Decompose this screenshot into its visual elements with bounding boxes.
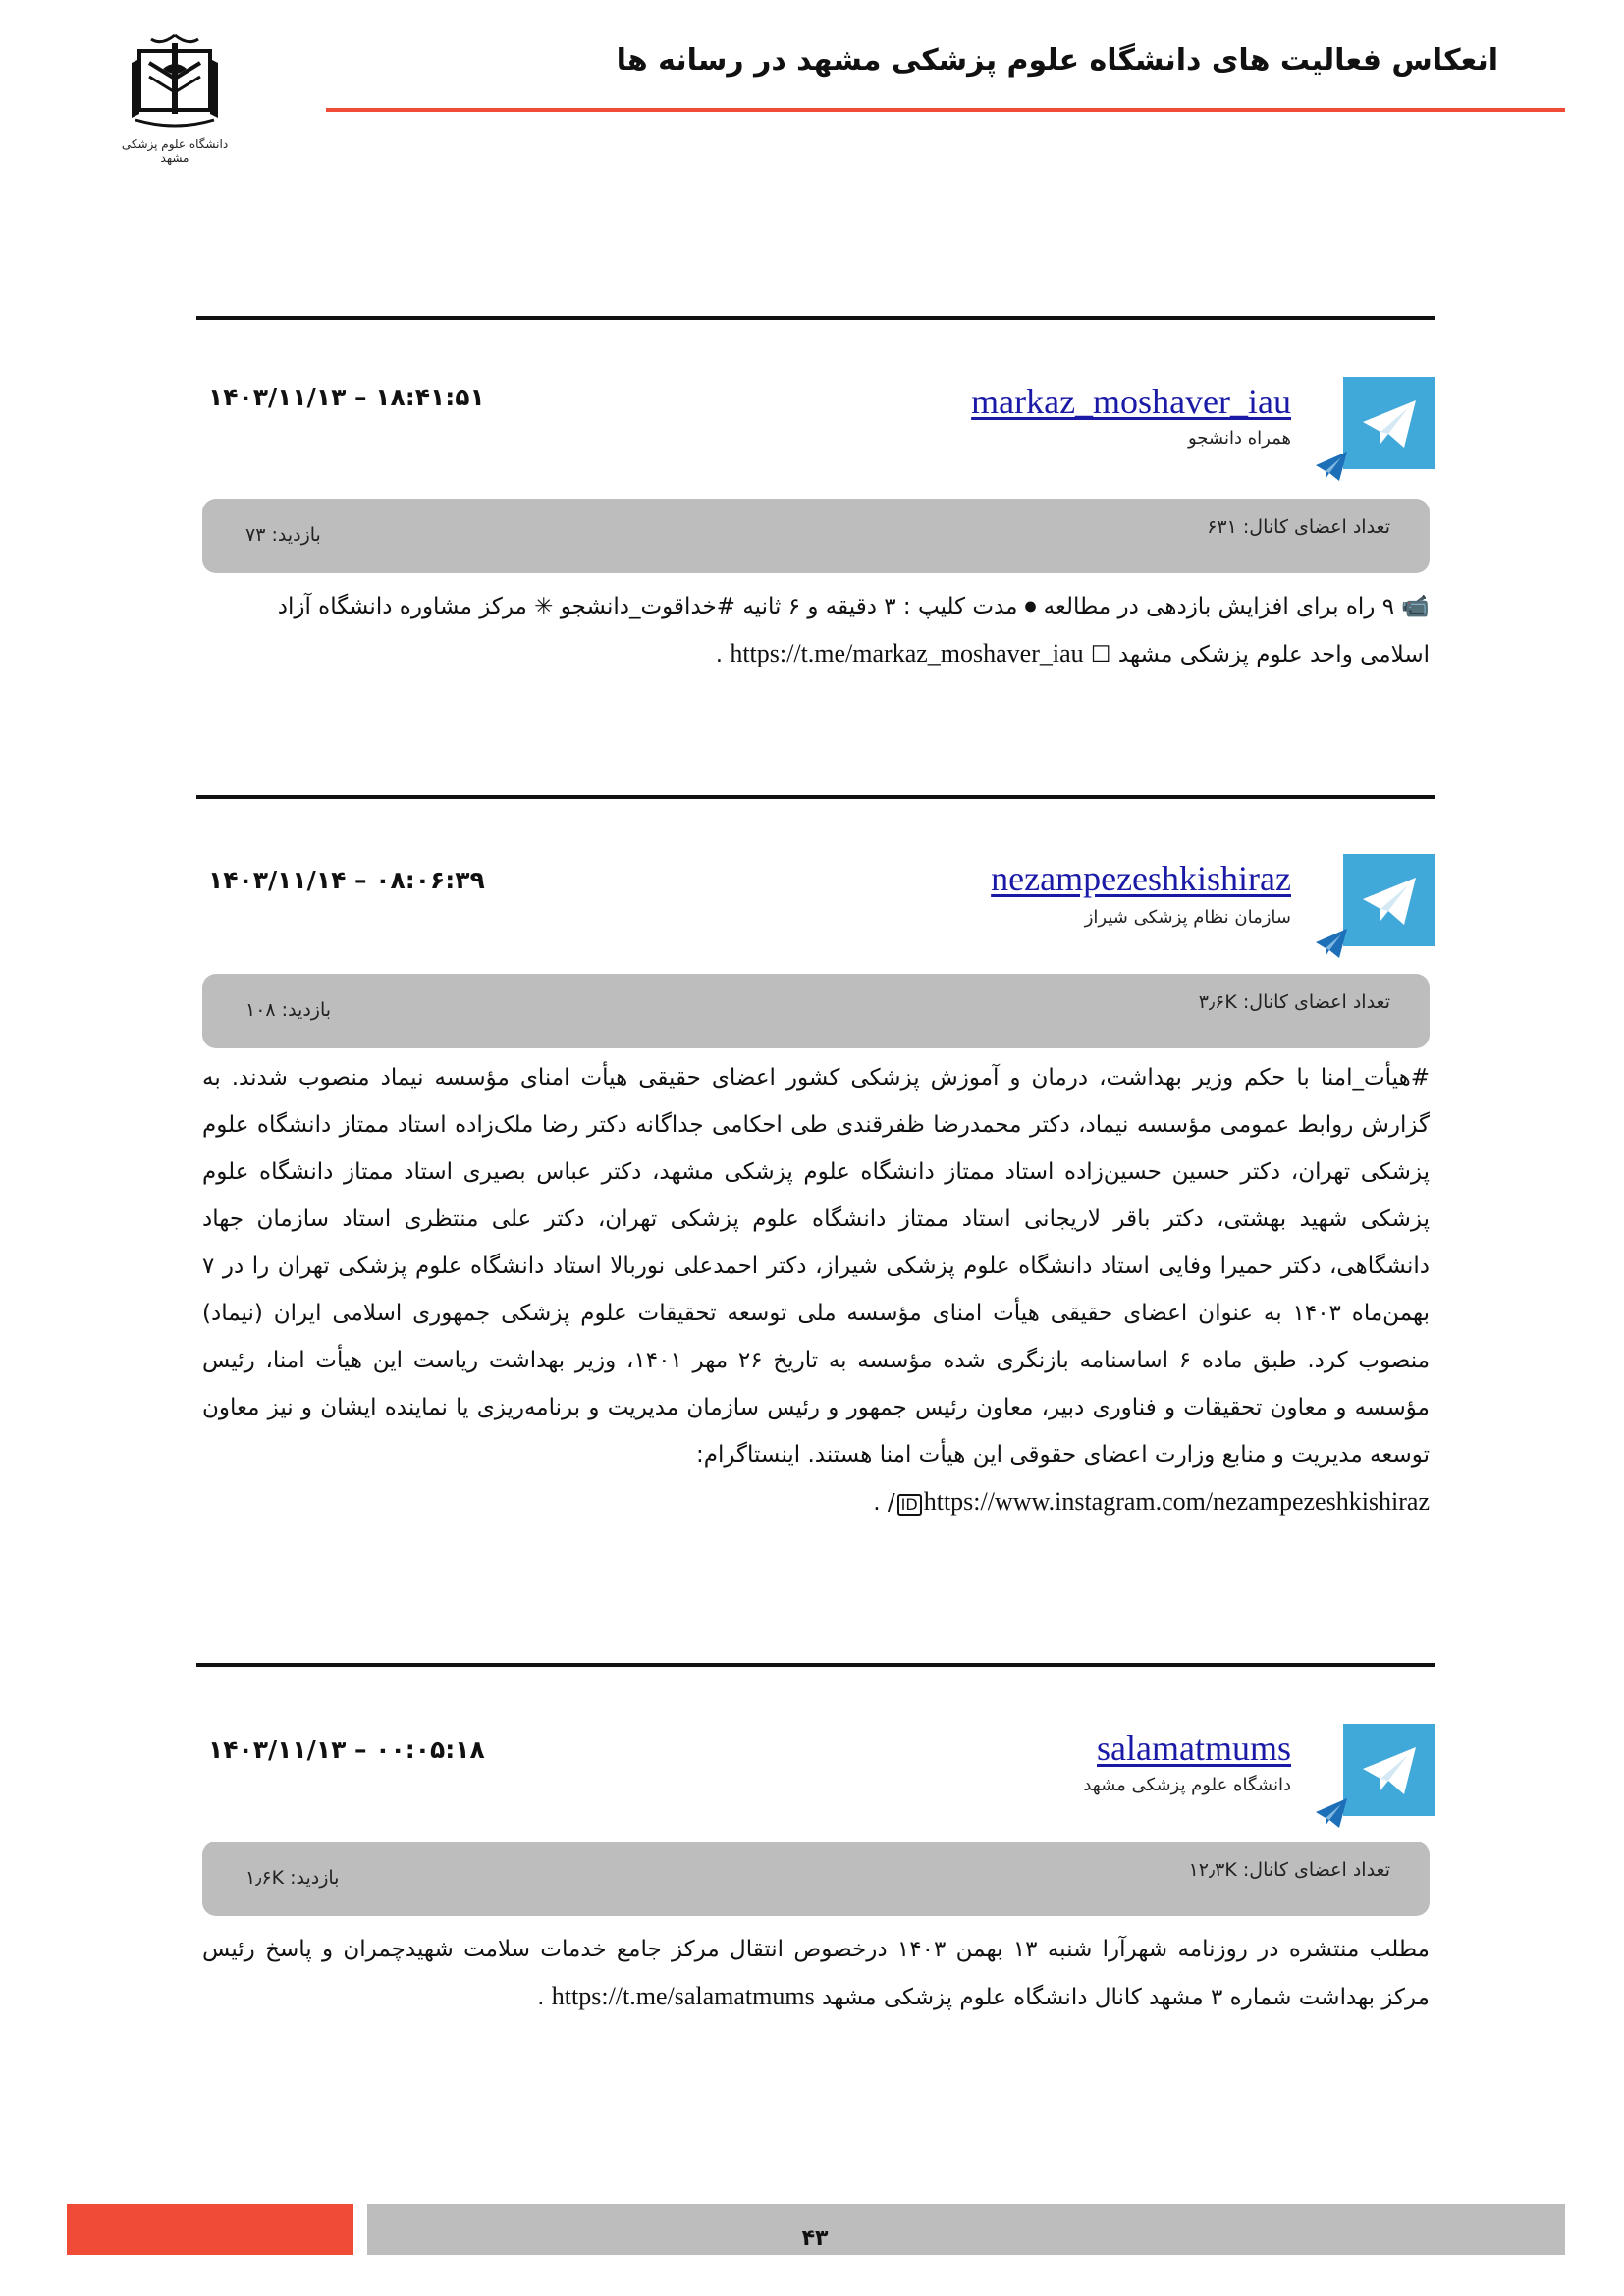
page-number: ۴۳ <box>801 2226 829 2251</box>
post-views-count: بازدید: ۱٫۶K <box>245 1867 340 1889</box>
channel-name: همراه دانشجو <box>1188 428 1291 449</box>
footer-accent-bar <box>67 2204 353 2255</box>
channel-members-count: تعداد اعضای کانال: ۳٫۶K <box>1198 991 1390 1013</box>
logo-caption: دانشگاه علوم پزشکی مشهد <box>121 137 229 165</box>
post-divider <box>196 795 1435 799</box>
channel-stats-bar <box>202 974 1430 1048</box>
channel-name: سازمان نظام پزشکی شیراز <box>1084 907 1291 928</box>
post-datetime: ۱۴۰۳/۱۱/۱۳ – ۰۰:۰۵:۱۸ <box>208 1735 485 1764</box>
telegram-icon <box>1343 377 1435 469</box>
channel-handle-link[interactable]: salamatmums <box>1097 1729 1291 1768</box>
post-datetime: ۱۴۰۳/۱۱/۱۴ – ۰۸:۰۶:۳۹ <box>208 866 485 894</box>
post-body-end: / . <box>873 1490 895 1516</box>
post-body-end: . <box>715 642 731 667</box>
post-body-paragraph: #هیأت_امنا با حکم وزیر بهداشت، درمان و آموزش پزشکی کشور اعضای حقیقی هیأت امنای مؤسسه نیماد منصوب شدند. به گزارش روابط عمومی مؤسسه نیماد، دکتر محمدرضا ظفرقندی طی احکامی جداگانه دکتر رضا ملک‌زاده استاد ممتاز دانشگاه علوم پزشکی تهران، دکتر حسین حسین‌زاده استاد ممتاز دانشگاه علوم پزشکی مشهد، دکتر عباس بصیری استاد ممتاز دانشگاه علوم پزشکی شهید بهشتی، دکتر باقر لاریجانی استاد ممتاز دانشگاه علوم پزشکی تهران، دکتر علی منتظری استاد سازمان جهاد دانشگاهی، دکتر حمیرا وفایی استاد دانشگاه علوم پزشکی شیراز، دکتر احمدعلی نوربالا استاد دانشگاه علوم پزشکی تهران را در ۷ بهمن‌ماه ۱۴۰۳ به عنوان اعضای حقیقی هیأت امنای مؤسسه ملی توسعه تحقیقات علوم پزشکی جمهوری اسلامی ایران (نیماد) منصوب کرد. طبق ماده ۶ اساسنامه بازنگری شده مؤسسه به تاریخ ۲۶ مهر ۱۴۰۱، وزیر بهداشت ریاست این هیأت امنا، رئیس مؤسسه و معاون تحقیقات و فناوری دبیر، معاون رئیس جمهور و رئیس سازمان مدیریت و برنامه‌ریزی یا نماینده ایشان و نیز معاون توسعه مدیریت و منابع وزارت اعضای حقوقی این هیأت امنا هستند. اینستاگرام: <box>202 1065 1431 1468</box>
post-views-count: بازدید: ۱۰۸ <box>245 999 332 1021</box>
post-divider <box>196 316 1435 320</box>
post-datetime: ۱۴۰۳/۱۱/۱۳ – ۱۸:۴۱:۵۱ <box>208 383 485 411</box>
header-divider <box>326 108 1565 112</box>
footer-bar <box>367 2204 1565 2255</box>
channel-url-link[interactable]: https://t.me/salamatmums <box>551 1982 815 2010</box>
channel-stats-bar <box>202 1842 1430 1916</box>
post-body-line: اسلامی واحد علوم پزشکی مشهد <box>1110 642 1430 667</box>
page-header-title: انعکاس فعالیت های دانشگاه علوم پزشکی مشهد در رسانه ها <box>616 43 1498 78</box>
channel-handle-link[interactable]: nezampezeshkishiraz <box>991 859 1291 898</box>
id-badge-icon: ID <box>897 1494 922 1516</box>
instagram-url-link[interactable]: https://www.instagram.com/nezampezeshkishiraz <box>923 1487 1430 1516</box>
channel-members-count: تعداد اعضای کانال: ۱۲٫۳K <box>1188 1859 1390 1881</box>
post-body-paragraph: مطلب منتشره در روزنامه شهرآرا شنبه ۱۳ بهمن ۱۴۰۳ درخصوص انتقال مرکز جامع خدمات سلامت شهیدچمران و پاسخ رئیس مرکز بهداشت شماره ۳ مشهد کانال دانشگاه علوم پزشکی مشهد <box>202 1937 1430 2010</box>
post-views-count: بازدید: ۷۳ <box>245 524 321 546</box>
telegram-icon <box>1343 1724 1435 1816</box>
post-body <box>202 1054 1430 1526</box>
channel-members-count: تعداد اعضای کانال: ۶۳۱ <box>1207 516 1390 538</box>
channel-name: دانشگاه علوم پزشکی مشهد <box>1083 1775 1291 1795</box>
post-body <box>202 583 1430 678</box>
channel-url-link[interactable]: https://t.me/markaz_moshaver_iau <box>730 639 1084 667</box>
post-body <box>202 1926 1430 2021</box>
box-glyph-icon: ☐ <box>1083 642 1111 667</box>
channel-handle-link[interactable]: markaz_moshaver_iau <box>971 382 1291 421</box>
channel-stats-bar <box>202 499 1430 573</box>
post-body-line: 📹 ۹ راه برای افزایش بازدهی در مطالعه ⏺ مدت کلیپ : ۳ دقیقه و ۶ ثانیه #خداقوت_دانشجو ✳ مرکز مشاوره دانشگاه آزاد <box>277 594 1430 619</box>
telegram-icon <box>1343 854 1435 946</box>
post-body-end: . <box>537 1985 552 2010</box>
post-divider <box>196 1663 1435 1667</box>
